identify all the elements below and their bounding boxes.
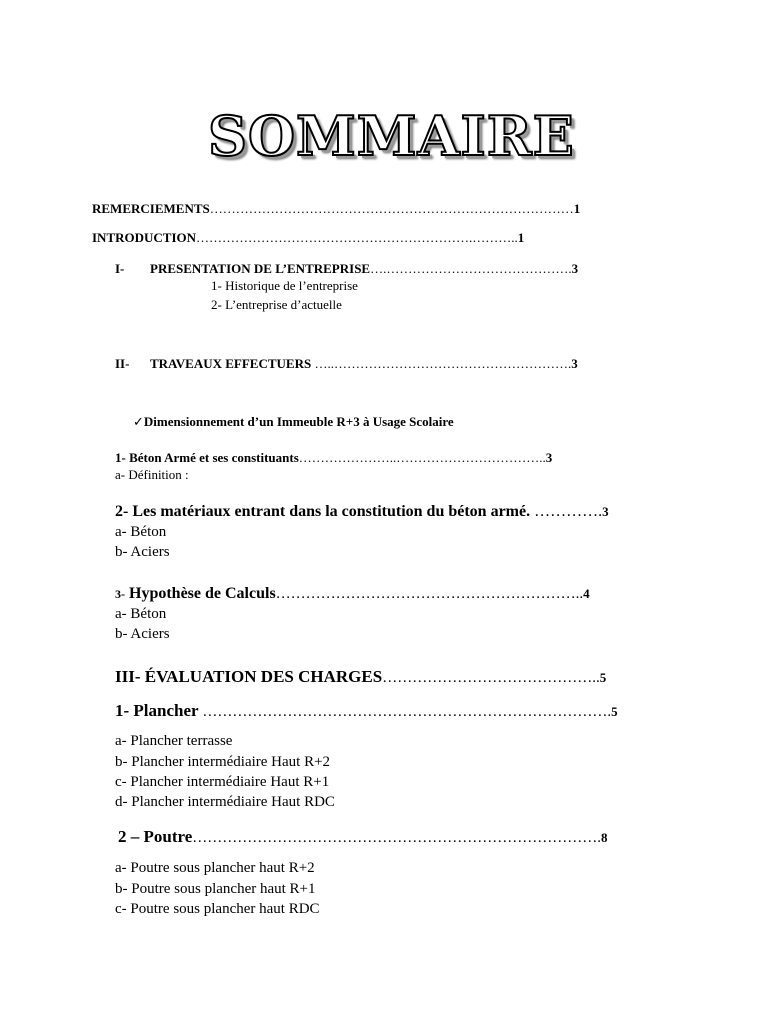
toc-page: 3	[571, 261, 579, 276]
toc-subitem: b- Poutre sous plancher haut R+1	[115, 881, 316, 897]
toc-label: III- ÉVALUATION DES CHARGES	[115, 667, 383, 686]
toc-section-number: I-	[115, 261, 125, 276]
toc-subitem: a- Béton	[115, 524, 167, 540]
toc-dots: …………………………………………………………………………	[209, 201, 574, 216]
toc-entry-poutre	[118, 827, 608, 847]
toc-dots: …..……………………………………………….	[311, 356, 572, 371]
toc-dots: ……………………………………………………………………….	[198, 704, 612, 720]
toc-dots: ……………………………………..	[382, 670, 600, 686]
check-icon: ✓	[133, 414, 144, 429]
toc-subitem: c- Plancher intermédiaire Haut R+1	[115, 774, 330, 790]
toc-subitem: 1- Historique de l’entreprise	[211, 278, 358, 293]
toc-subtitle	[133, 414, 454, 430]
toc-entry-hypothese	[115, 585, 590, 603]
toc-page: 1	[573, 201, 581, 216]
toc-label: INTRODUCTION	[92, 230, 197, 245]
toc-dots: …………………..……………………………..	[298, 450, 546, 465]
toc-subitem: d- Plancher intermédiaire Haut RDC	[115, 794, 335, 810]
toc-page: 5	[599, 670, 607, 685]
toc-label: 2- Les matériaux entrant dans la constitution du béton armé.	[115, 503, 531, 520]
toc-section-number: II-	[115, 356, 130, 371]
toc-entry-materiaux	[115, 503, 609, 521]
toc-number: 3-	[115, 587, 125, 601]
toc-label: TRAVEAUX EFFECTUERS	[150, 356, 312, 371]
toc-label: REMERCIEMENTS	[92, 201, 210, 216]
toc-dots: ………….	[530, 503, 603, 520]
toc-subitem: a- Béton	[115, 606, 167, 622]
toc-entry-beton-arme	[115, 450, 552, 466]
toc-subitem: a- Définition :	[115, 467, 189, 482]
toc-subitem: b- Plancher intermédiaire Haut R+2	[115, 754, 331, 770]
toc-entry-introduction	[92, 230, 524, 246]
toc-dots: ….…………………………………….	[370, 261, 572, 276]
toc-dots: ……………………………………………………….………..	[196, 230, 518, 245]
toc-page: 3	[571, 356, 578, 371]
toc-dots: ……………………………………………………..	[275, 586, 584, 602]
subtitle-text: Dimensionnement d’un Immeuble R+3 à Usage Scolaire	[143, 414, 454, 429]
toc-subitem: b- Aciers	[115, 626, 170, 642]
toc-label: 2 – Poutre	[118, 827, 193, 846]
toc-label: Hypothèse de Calculs	[129, 585, 276, 602]
toc-page: 8	[601, 830, 608, 845]
toc-entry-evaluation	[115, 667, 606, 687]
toc-label: 1- Béton Armé et ses constituants	[115, 450, 299, 465]
toc-page: 1	[517, 230, 525, 245]
toc-entry-travaux	[150, 356, 578, 372]
toc-entry-remerciements	[92, 201, 580, 217]
page-title: SOMMAIRE	[208, 104, 575, 168]
toc-subitem: 2- L’entreprise d’actuelle	[211, 297, 342, 312]
toc-page: 4	[583, 586, 590, 601]
toc-label: PRESENTATION DE L’ENTREPRISE	[150, 261, 371, 276]
toc-subitem: c- Poutre sous plancher haut RDC	[115, 901, 320, 917]
toc-entry-presentation	[150, 261, 578, 277]
toc-page: 3	[545, 450, 553, 465]
toc-subitem: a- Poutre sous plancher haut R+2	[115, 860, 315, 876]
toc-subitem: b- Aciers	[115, 544, 170, 560]
toc-subitem: a- Plancher terrasse	[115, 733, 233, 749]
toc-dots: ……………………………………………………………………….	[192, 830, 602, 846]
toc-entry-plancher	[115, 701, 618, 721]
toc-page: 5	[611, 704, 618, 719]
toc-page: 3	[602, 504, 609, 519]
toc-label: 1- Plancher	[115, 701, 199, 720]
